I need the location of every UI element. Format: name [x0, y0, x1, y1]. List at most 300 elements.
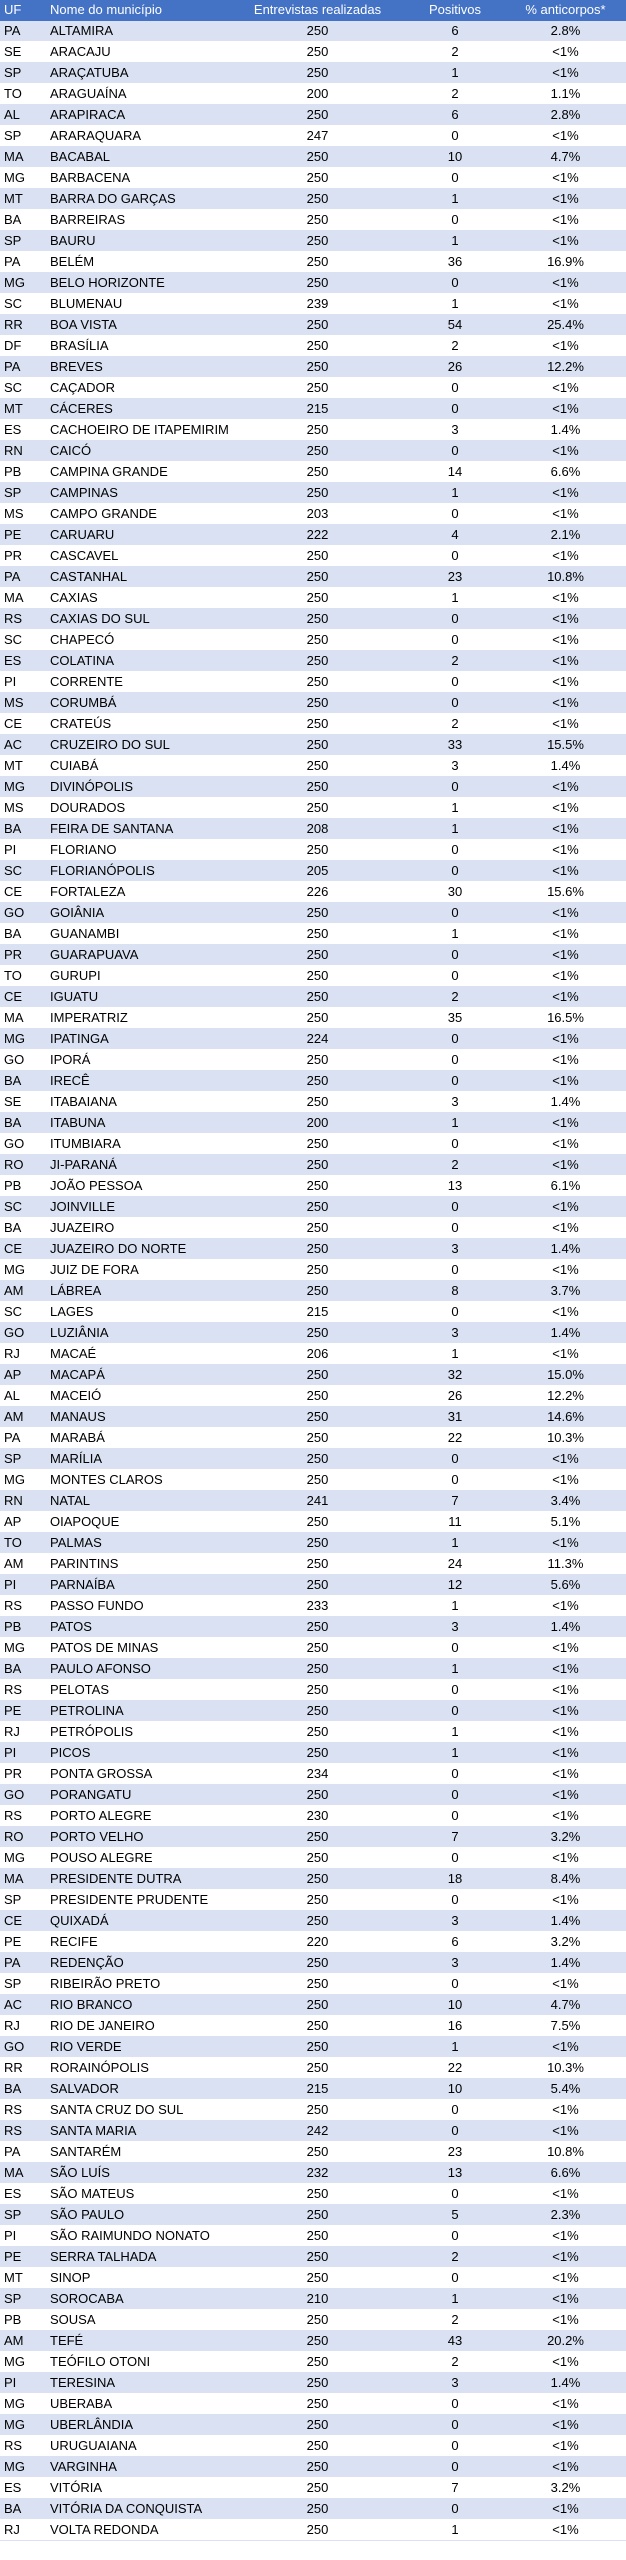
table-row [0, 735, 626, 756]
cell-positives: 13 [405, 2163, 505, 2184]
cell-interviews: 250 [230, 315, 405, 336]
cell-municipality: COLATINA [46, 651, 230, 672]
cell-municipality: IRECÊ [46, 1071, 230, 1092]
cell-uf: CE [0, 987, 46, 1008]
cell-uf: MA [0, 147, 46, 168]
cell-antibody-percent: <1% [505, 273, 626, 294]
cell-positives: 0 [405, 1638, 505, 1659]
cell-uf: RS [0, 609, 46, 630]
cell-interviews: 250 [230, 1848, 405, 1869]
table-row [0, 1554, 626, 1575]
cell-uf: RS [0, 1596, 46, 1617]
cell-uf: SC [0, 294, 46, 315]
cell-interviews: 250 [230, 1953, 405, 1974]
table-row [0, 1008, 626, 1029]
table-row [0, 1176, 626, 1197]
cell-uf: MS [0, 504, 46, 525]
cell-antibody-percent: <1% [505, 2289, 626, 2310]
cell-uf: SE [0, 1092, 46, 1113]
cell-antibody-percent: <1% [505, 714, 626, 735]
cell-interviews: 250 [230, 630, 405, 651]
cell-interviews: 250 [230, 189, 405, 210]
cell-municipality: CAMPINAS [46, 483, 230, 504]
cell-positives: 6 [405, 105, 505, 126]
cell-uf: MT [0, 756, 46, 777]
cell-uf: SP [0, 126, 46, 147]
cell-municipality: SERRA TALHADA [46, 2247, 230, 2268]
cell-positives: 2 [405, 714, 505, 735]
cell-antibody-percent: <1% [505, 1449, 626, 1470]
cell-municipality: CAÇADOR [46, 378, 230, 399]
cell-municipality: RIBEIRÃO PRETO [46, 1974, 230, 1995]
cell-interviews: 250 [230, 2373, 405, 2394]
cell-municipality: PASSO FUNDO [46, 1596, 230, 1617]
cell-municipality: ITUMBIARA [46, 1134, 230, 1155]
table-row [0, 1029, 626, 1050]
cell-uf: AM [0, 1281, 46, 1302]
cell-municipality: LAGES [46, 1302, 230, 1323]
cell-interviews: 250 [230, 1785, 405, 1806]
cell-uf: BA [0, 2079, 46, 2100]
cell-interviews: 250 [230, 2436, 405, 2457]
cell-municipality: CACHOEIRO DE ITAPEMIRIM [46, 420, 230, 441]
cell-antibody-percent: <1% [505, 2268, 626, 2289]
cell-interviews: 250 [230, 1092, 405, 1113]
cell-interviews: 250 [230, 777, 405, 798]
cell-municipality: LÁBREA [46, 1281, 230, 1302]
cell-antibody-percent: 1.4% [505, 2373, 626, 2394]
cell-antibody-percent: <1% [505, 2226, 626, 2247]
cell-positives: 3 [405, 1617, 505, 1638]
cell-antibody-percent: 2.1% [505, 525, 626, 546]
cell-positives: 1 [405, 2037, 505, 2058]
cell-antibody-percent: <1% [505, 2499, 626, 2520]
cell-municipality: BREVES [46, 357, 230, 378]
cell-municipality: REDENÇÃO [46, 1953, 230, 1974]
table-row [0, 630, 626, 651]
table-row [0, 1533, 626, 1554]
cell-antibody-percent: 7.5% [505, 2016, 626, 2037]
cell-interviews: 200 [230, 1113, 405, 1134]
cell-interviews: 250 [230, 2142, 405, 2163]
cell-antibody-percent: 3.2% [505, 1932, 626, 1953]
table-row [0, 1092, 626, 1113]
cell-positives: 3 [405, 1092, 505, 1113]
cell-municipality: JOÃO PESSOA [46, 1176, 230, 1197]
cell-municipality: CAXIAS [46, 588, 230, 609]
cell-positives: 3 [405, 1323, 505, 1344]
cell-interviews: 250 [230, 1281, 405, 1302]
cell-antibody-percent: <1% [505, 210, 626, 231]
cell-uf: SP [0, 231, 46, 252]
cell-municipality: SÃO RAIMUNDO NONATO [46, 2226, 230, 2247]
cell-municipality: BAURU [46, 231, 230, 252]
cell-uf: AC [0, 1995, 46, 2016]
cell-positives: 3 [405, 2373, 505, 2394]
cell-positives: 0 [405, 966, 505, 987]
cell-positives: 0 [405, 504, 505, 525]
cell-uf: PA [0, 252, 46, 273]
cell-positives: 2 [405, 2310, 505, 2331]
cell-interviews: 250 [230, 840, 405, 861]
table-row [0, 2121, 626, 2142]
cell-positives: 23 [405, 2142, 505, 2163]
cell-antibody-percent: <1% [505, 693, 626, 714]
cell-antibody-percent: 1.4% [505, 1617, 626, 1638]
cell-interviews: 250 [230, 2037, 405, 2058]
table-row [0, 1134, 626, 1155]
table-row [0, 1302, 626, 1323]
cell-interviews: 250 [230, 1659, 405, 1680]
table-row [0, 2184, 626, 2205]
cell-uf: RO [0, 1155, 46, 1176]
cell-positives: 0 [405, 1218, 505, 1239]
cell-interviews: 250 [230, 378, 405, 399]
cell-positives: 0 [405, 609, 505, 630]
cell-antibody-percent: 4.7% [505, 1995, 626, 2016]
cell-interviews: 250 [230, 714, 405, 735]
cell-positives: 0 [405, 630, 505, 651]
cell-uf: GO [0, 2037, 46, 2058]
cell-uf: SP [0, 483, 46, 504]
cell-antibody-percent: <1% [505, 1596, 626, 1617]
cell-municipality: RORAINÓPOLIS [46, 2058, 230, 2079]
cell-interviews: 250 [230, 1470, 405, 1491]
cell-positives: 1 [405, 1722, 505, 1743]
cell-interviews: 200 [230, 84, 405, 105]
cell-positives: 22 [405, 2058, 505, 2079]
cell-positives: 0 [405, 840, 505, 861]
cell-antibody-percent: 3.7% [505, 1281, 626, 1302]
cell-positives: 0 [405, 945, 505, 966]
cell-positives: 26 [405, 357, 505, 378]
table-row [0, 1680, 626, 1701]
table-row [0, 798, 626, 819]
cell-positives: 0 [405, 2499, 505, 2520]
cell-interviews: 250 [230, 2499, 405, 2520]
table-row [0, 756, 626, 777]
cell-antibody-percent: 1.4% [505, 420, 626, 441]
table-row [0, 1743, 626, 1764]
table-row [0, 2331, 626, 2352]
cell-positives: 26 [405, 1386, 505, 1407]
cell-antibody-percent: 11.3% [505, 1554, 626, 1575]
cell-interviews: 250 [230, 441, 405, 462]
table-row [0, 105, 626, 126]
cell-interviews: 250 [230, 168, 405, 189]
cell-antibody-percent: 5.6% [505, 1575, 626, 1596]
cell-municipality: GOIÂNIA [46, 903, 230, 924]
cell-municipality: SOROCABA [46, 2289, 230, 2310]
table-row [0, 924, 626, 945]
cell-positives: 30 [405, 882, 505, 903]
cell-uf: MG [0, 1638, 46, 1659]
table-row [0, 84, 626, 105]
cell-positives: 32 [405, 1365, 505, 1386]
cell-municipality: PONTA GROSSA [46, 1764, 230, 1785]
table-row [0, 672, 626, 693]
cell-municipality: URUGUAIANA [46, 2436, 230, 2457]
cell-positives: 1 [405, 294, 505, 315]
cell-interviews: 250 [230, 2205, 405, 2226]
cell-uf: AP [0, 1365, 46, 1386]
cell-municipality: CAXIAS DO SUL [46, 609, 230, 630]
cell-interviews: 208 [230, 819, 405, 840]
cell-antibody-percent: <1% [505, 1071, 626, 1092]
cell-uf: AL [0, 105, 46, 126]
cell-interviews: 250 [230, 1638, 405, 1659]
cell-antibody-percent: <1% [505, 1470, 626, 1491]
cell-antibody-percent: <1% [505, 63, 626, 84]
cell-municipality: SANTARÉM [46, 2142, 230, 2163]
cell-positives: 0 [405, 2184, 505, 2205]
cell-antibody-percent: <1% [505, 336, 626, 357]
cell-uf: MG [0, 2352, 46, 2373]
cell-interviews: 247 [230, 126, 405, 147]
cell-municipality: CAMPINA GRANDE [46, 462, 230, 483]
cell-interviews: 250 [230, 756, 405, 777]
cell-uf: PR [0, 1764, 46, 1785]
cell-uf: ES [0, 2478, 46, 2499]
cell-antibody-percent: 12.2% [505, 1386, 626, 1407]
cell-municipality: VOLTA REDONDA [46, 2520, 230, 2541]
cell-antibody-percent: <1% [505, 2457, 626, 2478]
cell-uf: MT [0, 189, 46, 210]
cell-municipality: BRASÍLIA [46, 336, 230, 357]
cell-antibody-percent: <1% [505, 1218, 626, 1239]
cell-uf: RR [0, 315, 46, 336]
cell-interviews: 250 [230, 2058, 405, 2079]
cell-uf: GO [0, 903, 46, 924]
table-row [0, 1470, 626, 1491]
cell-uf: SP [0, 2289, 46, 2310]
cell-antibody-percent: <1% [505, 483, 626, 504]
cell-interviews: 250 [230, 2457, 405, 2478]
cell-interviews: 234 [230, 1764, 405, 1785]
cell-antibody-percent: <1% [505, 1050, 626, 1071]
cell-municipality: PORTO ALEGRE [46, 1806, 230, 1827]
cell-municipality: JOINVILLE [46, 1197, 230, 1218]
cell-municipality: OIAPOQUE [46, 1512, 230, 1533]
cell-antibody-percent: <1% [505, 840, 626, 861]
cell-uf: SC [0, 861, 46, 882]
cell-antibody-percent: <1% [505, 1155, 626, 1176]
cell-municipality: FLORIANO [46, 840, 230, 861]
cell-municipality: ALTAMIRA [46, 21, 230, 42]
header-antibody-percent: % anticorpos* [505, 0, 626, 21]
cell-municipality: IGUATU [46, 987, 230, 1008]
cell-antibody-percent: <1% [505, 2415, 626, 2436]
table-row [0, 1617, 626, 1638]
cell-interviews: 250 [230, 945, 405, 966]
cell-municipality: SANTA CRUZ DO SUL [46, 2100, 230, 2121]
cell-antibody-percent: <1% [505, 1701, 626, 1722]
cell-positives: 0 [405, 1470, 505, 1491]
cell-positives: 0 [405, 2121, 505, 2142]
table-row [0, 294, 626, 315]
table-row [0, 2226, 626, 2247]
cell-antibody-percent: <1% [505, 777, 626, 798]
cell-municipality: PAULO AFONSO [46, 1659, 230, 1680]
cell-municipality: MACEIÓ [46, 1386, 230, 1407]
table-row [0, 441, 626, 462]
cell-interviews: 215 [230, 399, 405, 420]
table-row [0, 2457, 626, 2478]
cell-municipality: UBERLÂNDIA [46, 2415, 230, 2436]
cell-antibody-percent: <1% [505, 189, 626, 210]
cell-municipality: PETROLINA [46, 1701, 230, 1722]
cell-interviews: 250 [230, 1743, 405, 1764]
cell-positives: 3 [405, 1953, 505, 1974]
cell-positives: 22 [405, 1428, 505, 1449]
cell-interviews: 205 [230, 861, 405, 882]
cell-positives: 2 [405, 2247, 505, 2268]
table-row [0, 1281, 626, 1302]
cell-interviews: 250 [230, 252, 405, 273]
cell-positives: 7 [405, 1491, 505, 1512]
cell-municipality: CRUZEIRO DO SUL [46, 735, 230, 756]
cell-uf: SC [0, 1197, 46, 1218]
cell-positives: 0 [405, 777, 505, 798]
cell-positives: 0 [405, 2394, 505, 2415]
cell-interviews: 232 [230, 2163, 405, 2184]
cell-antibody-percent: 20.2% [505, 2331, 626, 2352]
cell-interviews: 250 [230, 1680, 405, 1701]
cell-interviews: 250 [230, 2310, 405, 2331]
table-row [0, 777, 626, 798]
cell-interviews: 250 [230, 273, 405, 294]
cell-municipality: MONTES CLAROS [46, 1470, 230, 1491]
cell-antibody-percent: <1% [505, 1806, 626, 1827]
cell-positives: 6 [405, 21, 505, 42]
cell-positives: 2 [405, 1155, 505, 1176]
cell-uf: PA [0, 2142, 46, 2163]
cell-uf: MS [0, 798, 46, 819]
cell-interviews: 250 [230, 567, 405, 588]
table-row [0, 1785, 626, 1806]
cell-uf: MA [0, 588, 46, 609]
cell-antibody-percent: 10.3% [505, 1428, 626, 1449]
cell-interviews: 226 [230, 882, 405, 903]
cell-uf: ES [0, 2184, 46, 2205]
cell-municipality: SÃO MATEUS [46, 2184, 230, 2205]
table-row [0, 609, 626, 630]
header-municipality: Nome do município [46, 0, 230, 21]
cell-antibody-percent: <1% [505, 2037, 626, 2058]
cell-positives: 2 [405, 651, 505, 672]
cell-interviews: 250 [230, 2520, 405, 2541]
cell-municipality: PRESIDENTE DUTRA [46, 1869, 230, 1890]
cell-positives: 1 [405, 798, 505, 819]
cell-positives: 10 [405, 2079, 505, 2100]
cell-interviews: 220 [230, 1932, 405, 1953]
cell-antibody-percent: <1% [505, 2520, 626, 2541]
cell-municipality: TEÓFILO OTONI [46, 2352, 230, 2373]
table-row [0, 567, 626, 588]
cell-antibody-percent: 1.1% [505, 84, 626, 105]
table-row [0, 546, 626, 567]
cell-interviews: 250 [230, 2100, 405, 2121]
table-row [0, 1995, 626, 2016]
cell-uf: RO [0, 1827, 46, 1848]
table-row [0, 1239, 626, 1260]
table-row [0, 651, 626, 672]
cell-municipality: CHAPECÓ [46, 630, 230, 651]
table-row [0, 903, 626, 924]
cell-municipality: SOUSA [46, 2310, 230, 2331]
cell-uf: GO [0, 1050, 46, 1071]
cell-municipality: CARUARU [46, 525, 230, 546]
table-row [0, 588, 626, 609]
cell-interviews: 233 [230, 1596, 405, 1617]
cell-interviews: 250 [230, 105, 405, 126]
cell-antibody-percent: 15.5% [505, 735, 626, 756]
cell-interviews: 222 [230, 525, 405, 546]
cell-positives: 0 [405, 210, 505, 231]
cell-uf: SP [0, 2205, 46, 2226]
cell-positives: 0 [405, 1974, 505, 1995]
cell-interviews: 239 [230, 294, 405, 315]
cell-municipality: TERESINA [46, 2373, 230, 2394]
cell-uf: PB [0, 462, 46, 483]
cell-antibody-percent: 15.6% [505, 882, 626, 903]
cell-antibody-percent: 2.3% [505, 2205, 626, 2226]
cell-municipality: CÁCERES [46, 399, 230, 420]
cell-municipality: CAICÓ [46, 441, 230, 462]
cell-positives: 7 [405, 1827, 505, 1848]
cell-interviews: 250 [230, 231, 405, 252]
cell-uf: DF [0, 336, 46, 357]
table-row [0, 2142, 626, 2163]
cell-uf: PA [0, 567, 46, 588]
cell-municipality: SÃO PAULO [46, 2205, 230, 2226]
cell-interviews: 250 [230, 2352, 405, 2373]
cell-antibody-percent: <1% [505, 1638, 626, 1659]
cell-municipality: PELOTAS [46, 1680, 230, 1701]
cell-antibody-percent: 1.4% [505, 1323, 626, 1344]
cell-municipality: PALMAS [46, 1533, 230, 1554]
cell-positives: 0 [405, 672, 505, 693]
table-row [0, 2478, 626, 2499]
cell-interviews: 250 [230, 1974, 405, 1995]
table-row [0, 2394, 626, 2415]
cell-interviews: 250 [230, 1239, 405, 1260]
table-row [0, 1428, 626, 1449]
cell-positives: 0 [405, 1071, 505, 1092]
table-row [0, 1050, 626, 1071]
cell-positives: 1 [405, 63, 505, 84]
cell-uf: BA [0, 924, 46, 945]
cell-positives: 2 [405, 2352, 505, 2373]
cell-municipality: VARGINHA [46, 2457, 230, 2478]
cell-antibody-percent: <1% [505, 819, 626, 840]
table-row [0, 1512, 626, 1533]
cell-positives: 0 [405, 1197, 505, 1218]
cell-positives: 0 [405, 2415, 505, 2436]
cell-antibody-percent: 4.7% [505, 147, 626, 168]
cell-antibody-percent: <1% [505, 126, 626, 147]
table-header [0, 0, 626, 21]
cell-antibody-percent: <1% [505, 2100, 626, 2121]
cell-uf: SC [0, 1302, 46, 1323]
cell-antibody-percent: <1% [505, 1974, 626, 1995]
cell-interviews: 250 [230, 2415, 405, 2436]
cell-antibody-percent: 12.2% [505, 357, 626, 378]
cell-antibody-percent: <1% [505, 42, 626, 63]
cell-uf: MS [0, 693, 46, 714]
cell-positives: 0 [405, 126, 505, 147]
cell-antibody-percent: 10.8% [505, 567, 626, 588]
